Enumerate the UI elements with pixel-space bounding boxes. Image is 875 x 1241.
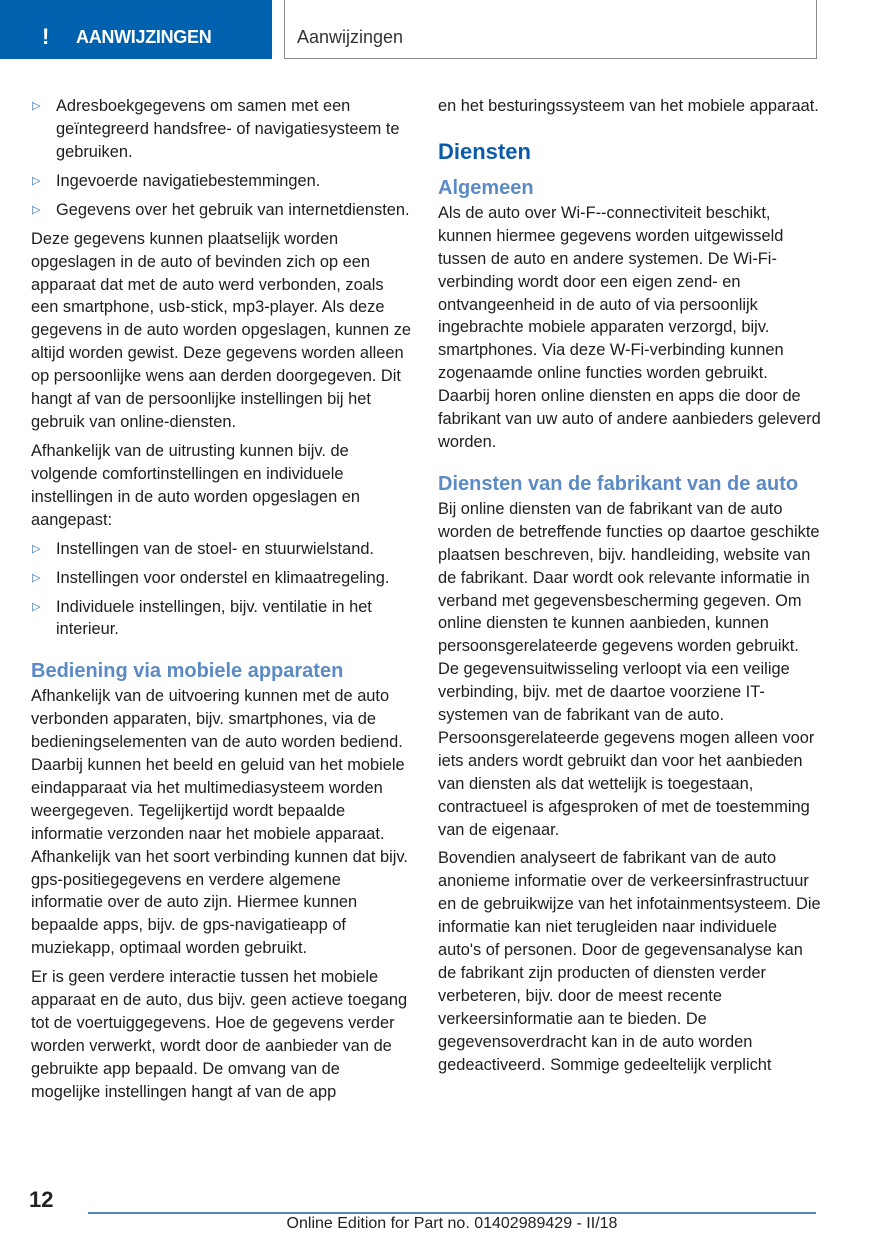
heading-services: Diensten <box>438 138 531 164</box>
section-tab-label: AANWIJZINGEN <box>76 27 212 47</box>
paragraph: Er is geen verdere interactie tussen het mobiele apparaat en de auto, dus bijv. geen actieve toegang tot de voertuiggegevens. Hoe de gegevens verder worden verwerkt, wordt door de aanbieder van de gebruikte app bepaald. De omvang van de mogelijke instellingen hangt af van de app <box>31 968 408 1101</box>
bullet-triangle-icon: ▷ <box>32 203 41 216</box>
subheading-general: Algemeen <box>438 176 534 199</box>
exclamation-icon: ! <box>42 24 50 49</box>
list-item: ▷ Ingevoerde navigatiebestemmingen. <box>31 170 411 193</box>
paragraph: Afhankelijk van de uitrusting kunnen bijv. de volgende comfortinstellingen en individuele instellingen in de auto worden opgeslagen en aangepast: <box>31 441 360 529</box>
chapter-title-box <box>284 0 817 59</box>
paragraph: Bovendien analyseert de fabrikant van de auto anonieme informatie over de verkeersinfrastructuur en de gebruikwijze van het infotainmentsysteem. Die informatie kan niet terugleiden naar individuele auto's of personen. Door de gegevensanalyse kan de fabrikant zijn producten of diensten verder verbeteren, bijv. door de meest recente verkeersinformatie aan te bieden. De gegevensoverdracht kan in de auto worden gedeactiveerd. Sommige gedeeltelijk verplicht <box>438 849 821 1074</box>
list-item: ▷ Individuele instellingen, bijv. ventilatie in het interieur. <box>31 596 411 642</box>
chapter-title: Aanwijzingen <box>297 27 404 47</box>
bullet-triangle-icon: ▷ <box>32 571 41 584</box>
bullet-triangle-icon: ▷ <box>32 600 41 613</box>
paragraph: Bij online diensten van de fabrikant van de auto worden de betreffende functies op daartoe geschikte plaatsen beschreven, bijv. handleiding, website van de fabrikant. Daar wordt ook relevante informatie in verband met gegevensbescherming gegeven. Om online diensten te kunnen aanbieden, kunnen persoonsgerelateerde gegevens worden gebruikt. De gegevensuitwisseling verloopt via een veilige verbinding, bijv. met de daartoe voorziene IT-systemen van de fabrikant van de auto. Persoonsgerelateerde gegevens mogen alleen voor iets anders wordt gebruikt dan voor het aanbieden van diensten als dat wettelijk is toegestaan, contractueel is afgesproken of met de toestemming van de eigenaar. <box>438 499 820 839</box>
paragraph: Deze gegevens kunnen plaatselijk worden opgeslagen in de auto of bevinden zich op een apparaat dat met de auto werd verbonden, zoals een smartphone, usb-stick, mp3-player. Als deze gegevens in de auto worden opgeslagen, kunnen ze altijd worden gewist. Deze gegevens worden alleen op persoonlijke wens aan derden doorgegeven. Dit hangt af van de persoonlijke instellingen bij het gebruik van online-diensten. <box>31 229 412 431</box>
paragraph: Afhankelijk van de uitvoering kunnen met de auto verbonden apparaten, bijv. smartphones, via de bedieningselementen van de auto worden bediend. Daarbij kunnen het beeld en geluid van het mobiele eindapparaat via het multimediasysteem worden weergegeven. Tegelijkertijd wordt bepaalde informatie verzonden naar het mobiele apparaat. Afhankelijk van het soort verbinding kunnen dat bijv. gps-positiegegevens en verdere algemene informatie over de auto zijn. Hiermee kunnen bepaalde apps, bijv. de gps-navigatieapp of muziekapp, optimaal worden gebruikt. <box>31 687 408 958</box>
paragraph: Als de auto over Wi-F--connectiviteit beschikt, kunnen hiermee gegevens worden uitgewisseld tussen de auto en andere systemen. De Wi-Fi-verbinding wordt door een eigen zend- en ontvangeenheid in de auto of via persoonlijk ingebrachte mobiele apparaten verzorgd, bijv. smartphones. Via deze W-Fi-verbinding kunnen zogenaamde online functies worden gebruikt. Daarbij horen online diensten en apps die door de fabrikant van uw auto of andere aanbieders geleverd worden. <box>438 203 821 451</box>
list-item: ▷ Instellingen voor onderstel en klimaatregeling. <box>31 567 411 590</box>
bullet-triangle-icon: ▷ <box>32 100 41 112</box>
left-column <box>31 95 411 1110</box>
footer-edition: Online Edition for Part no. 01402989429 - II/18 <box>286 1215 618 1232</box>
page-number: 12 <box>29 1187 54 1212</box>
section-tab <box>0 0 272 59</box>
subheading-manufacturer-services: Diensten van de fabrikant van de auto <box>438 472 799 495</box>
bullet-triangle-icon: ▷ <box>32 542 41 555</box>
subheading-mobile-devices: Bediening via mobiele apparaten <box>31 660 344 683</box>
bullet-triangle-icon: ▷ <box>32 174 41 187</box>
right-column <box>438 95 823 1083</box>
footer-divider <box>88 1212 816 1214</box>
list-item: ▷ Gegevens over het gebruik van internetdiensten. <box>31 199 411 222</box>
list-item: ▷ Instellingen van de stoel- en stuurwielstand. <box>31 538 411 561</box>
paragraph: en het besturingssysteem van het mobiele apparaat. <box>438 97 819 115</box>
list-item: ▷ Adresboekgegevens om samen met een geïntegreerd handsfree- of navigatiesysteem te gebruiken. <box>31 95 411 164</box>
